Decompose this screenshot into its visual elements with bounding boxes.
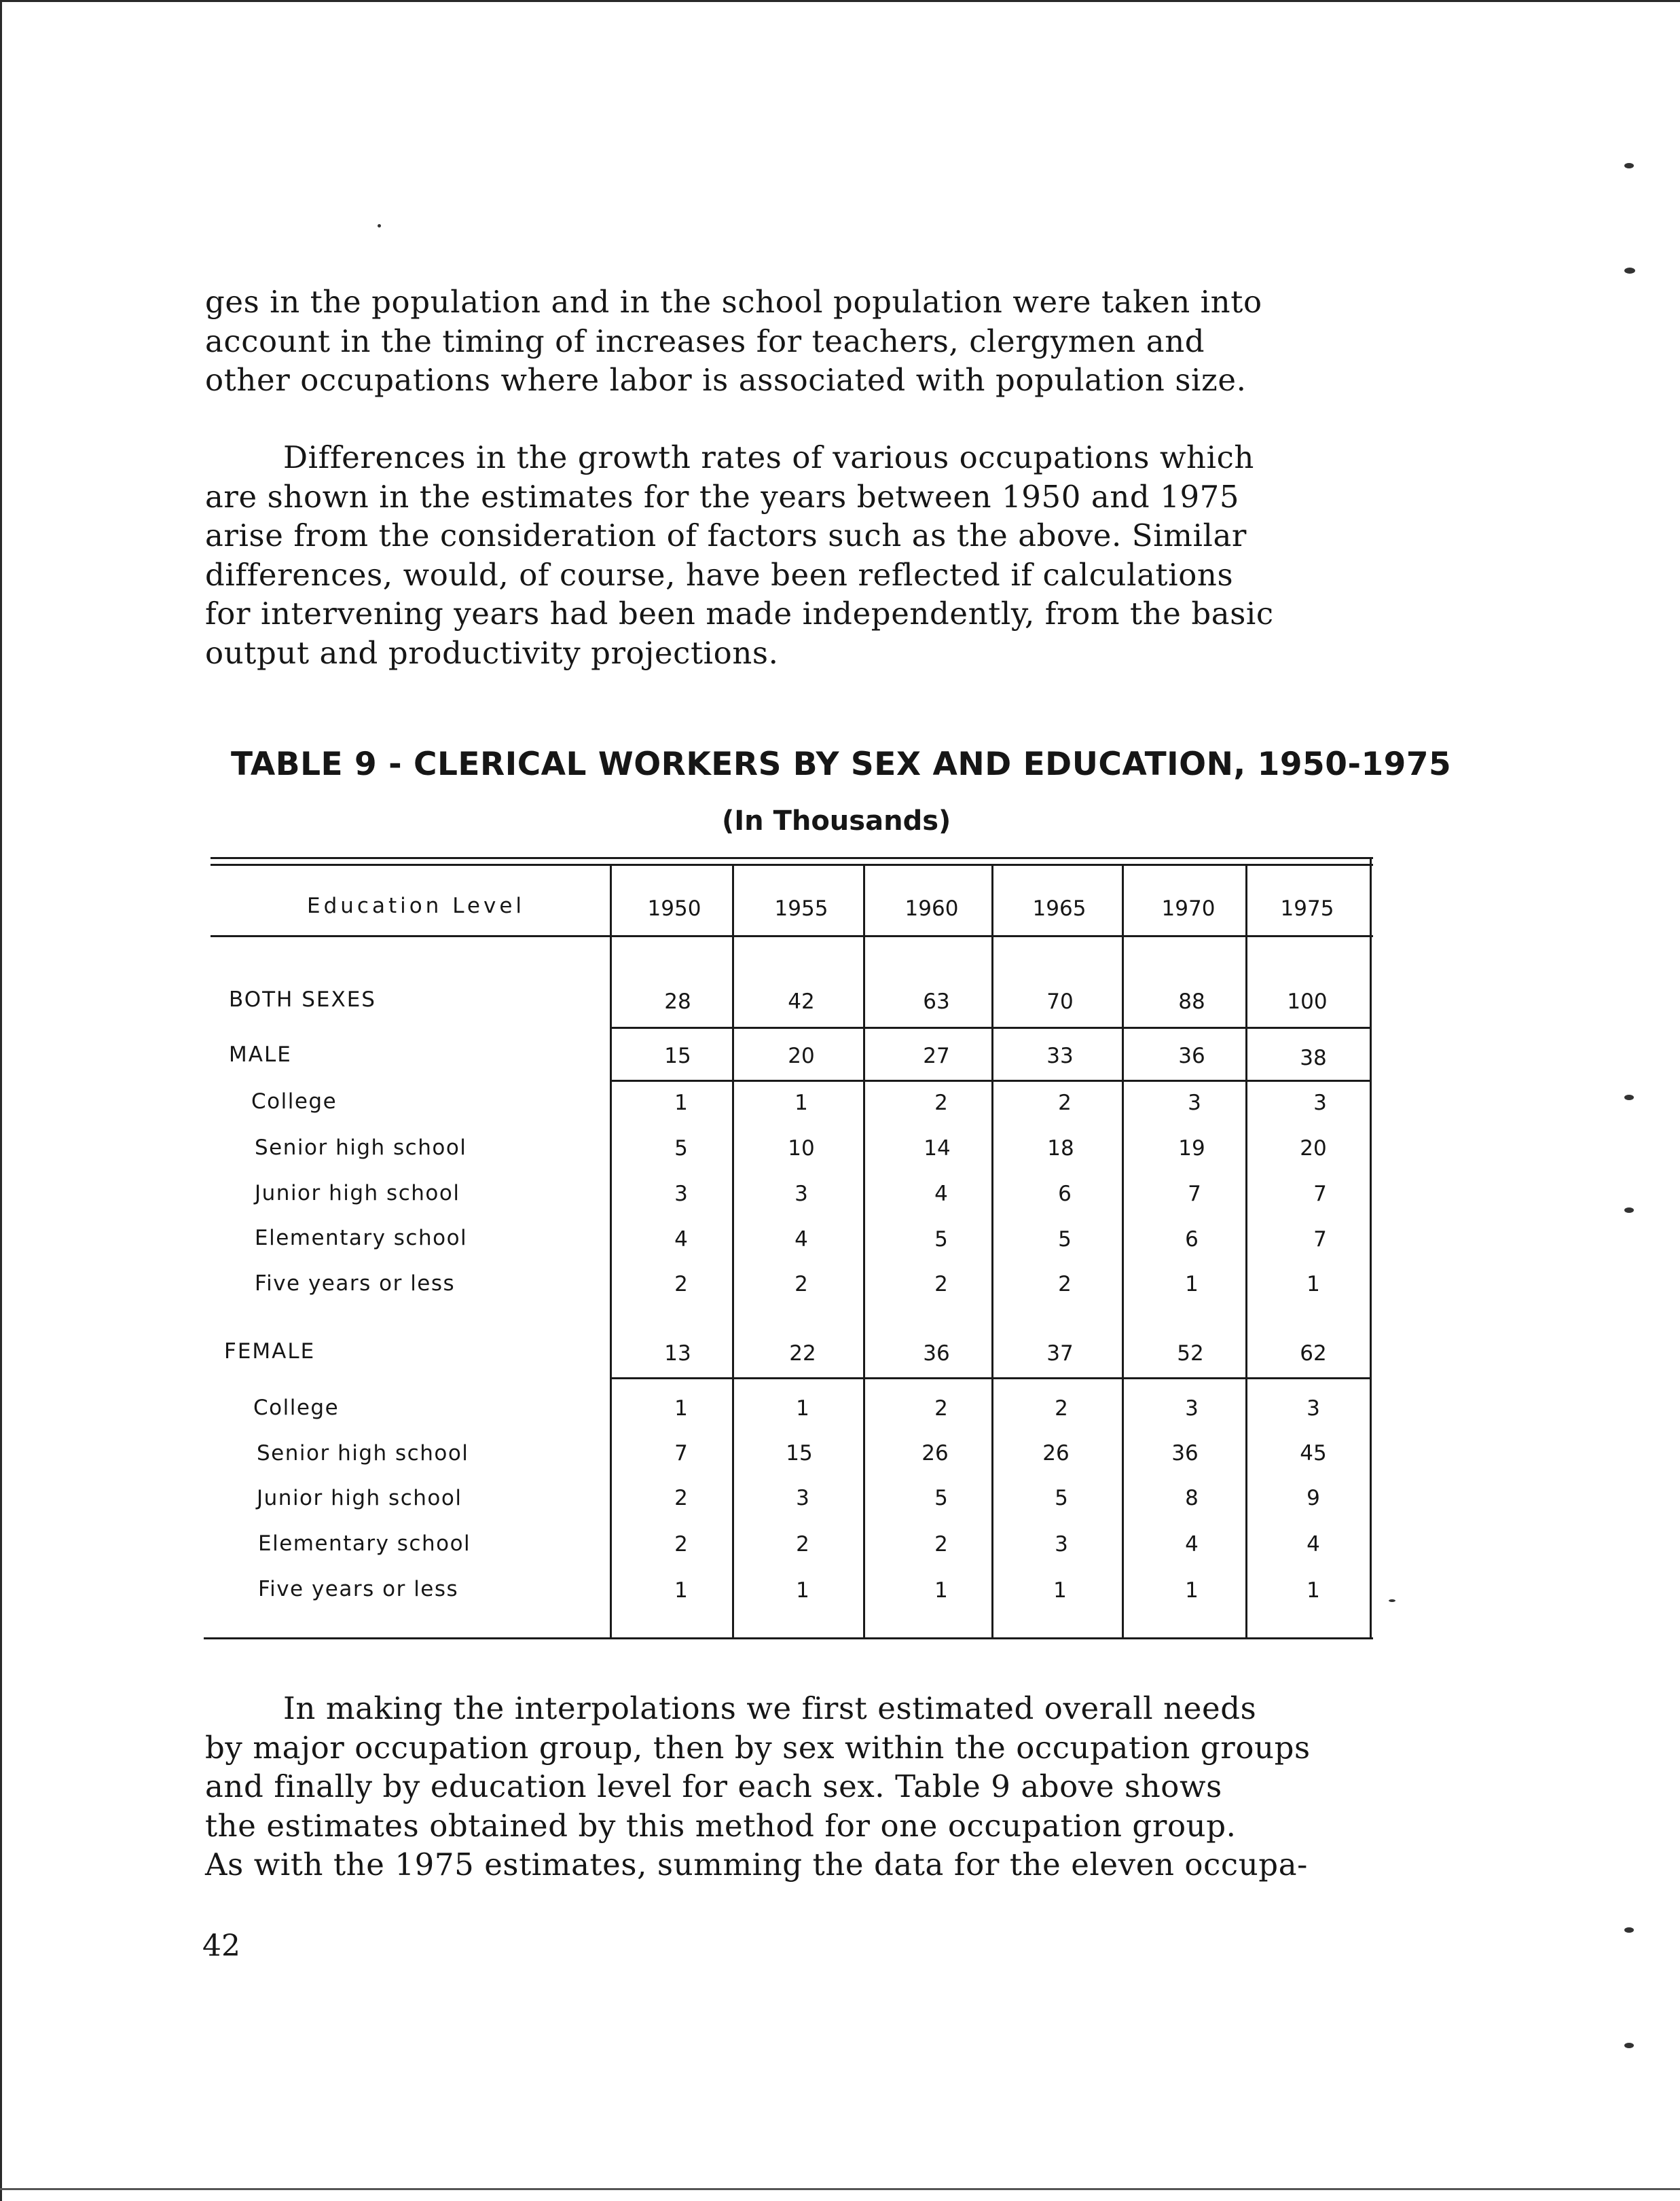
table-cell: 1 [795,1091,808,1115]
table-cell: 3 [1188,1091,1201,1115]
table-cell: 37 [1046,1341,1074,1366]
table-column-divider [732,865,734,1638]
table-cell: 18 [1047,1136,1074,1161]
paragraph-line: other occupations where labor is associated with population size. [205,362,1247,398]
column-header-year: 1970 [1161,896,1216,921]
row-label: Elementary school [255,1226,468,1250]
table-cell: 27 [923,1044,950,1068]
table-column-divider [1122,865,1124,1638]
table-cell: 4 [674,1227,688,1252]
table-cell: 22 [789,1341,816,1366]
paragraph-line: ges in the population and in the school population were taken into [205,284,1262,320]
table-cell: 4 [795,1227,808,1252]
table-cell: 2 [1058,1091,1072,1115]
table-cell: 36 [923,1341,950,1366]
page-border-top [0,0,1680,2]
table-header-rule [211,935,1373,937]
column-header-education-level: Education Level [307,894,526,918]
scan-speck [378,224,381,228]
scan-speck [1624,2043,1634,2048]
table-column-divider [610,865,612,1638]
row-label: College [253,1396,340,1420]
table-cell: 38 [1300,1046,1327,1070]
table-cell: 7 [674,1441,688,1466]
table-cell: 14 [924,1136,951,1161]
table-cell: 5 [674,1136,688,1161]
table-cell: 45 [1300,1441,1327,1466]
table-cell: 3 [1055,1532,1068,1557]
paragraph-line: and finally by education level for each sex. Table 9 above shows [205,1768,1222,1804]
row-label: Junior high school [257,1486,462,1510]
paragraph-line: account in the timing of increases for teachers, clergymen and [205,323,1205,359]
paragraph-line: the estimates obtained by this method for one occupation group. [205,1807,1237,1844]
row-label: Five years or less [255,1271,456,1296]
table-cell: 19 [1178,1136,1205,1161]
row-label: Senior high school [257,1441,469,1466]
column-header-year: 1955 [774,896,828,921]
table-cell: 1 [796,1578,809,1603]
table-cell: 2 [796,1532,809,1557]
paragraph-line: for intervening years had been made independently, from the basic [205,596,1274,632]
row-label: MALE [229,1042,292,1067]
table-cell: 2 [674,1532,688,1557]
table-cell: 5 [1055,1486,1068,1510]
paragraph-line: by major occupation group, then by sex within the occupation groups [205,1729,1311,1766]
table-section-rule [611,1377,1372,1379]
column-header-year: 1960 [905,896,959,921]
table-section-rule [611,1027,1372,1029]
table-cell: 20 [788,1044,815,1068]
paragraph-growth-rates [205,438,1373,672]
table-cell: 9 [1307,1486,1320,1510]
table-cell: 2 [1055,1396,1068,1421]
table-title: TABLE 9 - CLERICAL WORKERS BY SEX AND EDUCATION, 1950-1975 [231,746,1452,783]
row-label: College [251,1089,337,1114]
table-cell: 70 [1046,989,1074,1014]
table-cell: 42 [788,989,815,1014]
table-cell: 6 [1185,1227,1199,1252]
paragraph-line: arise from the consideration of factors such as the above. Similar [205,517,1247,553]
table-cell: 3 [795,1182,808,1206]
table-cell: 63 [923,989,950,1014]
row-label: Elementary school [258,1531,471,1556]
table-column-divider [1370,857,1372,1638]
table-cell: 2 [934,1091,948,1115]
column-header-year: 1965 [1032,896,1086,921]
table-cell: 5 [934,1227,948,1252]
scan-speck [1624,1207,1634,1213]
table-cell: 7 [1313,1182,1327,1206]
paragraph-line: In making the interpolations we first estimated overall needs [283,1690,1257,1726]
table-cell: 4 [1307,1532,1320,1557]
row-label: FEMALE [224,1339,316,1364]
table-cell: 1 [674,1396,688,1421]
paragraph-line: Differences in the growth rates of various occupations which [283,439,1255,475]
paragraph-interpolations [205,1689,1373,1885]
table-cell: 1 [1307,1578,1320,1603]
table-section-rule [611,1080,1372,1082]
table-cell: 26 [921,1441,949,1466]
table-cell: 52 [1177,1341,1204,1366]
row-label: BOTH SEXES [229,987,376,1012]
table-cell: 28 [664,989,691,1014]
table-cell: 2 [674,1486,688,1510]
page-border-bottom [0,2188,1680,2190]
table-cell: 3 [1313,1091,1327,1115]
page-number: 42 [202,1929,240,1963]
table-column-divider [1245,865,1247,1638]
table-cell: 15 [786,1441,813,1466]
table-cell: 20 [1300,1136,1327,1161]
table-cell: 26 [1042,1441,1070,1466]
table-cell: 6 [1058,1182,1072,1206]
table-cell: 36 [1178,1044,1205,1068]
table-cell: 15 [664,1044,691,1068]
table-top-rule [211,857,1373,859]
paragraph-line: output and productivity projections. [205,634,779,671]
table-cell: 5 [934,1486,948,1510]
table-cell: 2 [934,1272,948,1296]
table-cell: 1 [1185,1272,1199,1296]
scan-speck [1624,163,1634,168]
table-cell: 88 [1178,989,1205,1014]
table-cell: 3 [796,1486,809,1510]
table-cell: 7 [1313,1227,1327,1252]
table-cell: 1 [674,1091,688,1115]
table-cell: 3 [674,1182,688,1206]
row-label: Senior high school [255,1135,467,1160]
scan-speck [1624,1927,1634,1933]
scan-speck [1624,268,1635,274]
table-subtitle: (In Thousands) [722,805,951,837]
table-cell: 33 [1046,1044,1074,1068]
table-cell: 5 [1058,1227,1072,1252]
table-cell: 3 [1307,1396,1320,1421]
table-cell: 13 [664,1341,691,1366]
table-column-divider [863,865,865,1638]
table-cell: 4 [934,1182,948,1206]
table-cell: 1 [674,1578,688,1603]
table-cell: 2 [1058,1272,1072,1296]
table-cell: 62 [1300,1341,1327,1366]
table-cell: 4 [1185,1532,1199,1557]
table-cell: 7 [1188,1182,1201,1206]
table-cell: 8 [1185,1486,1199,1510]
scan-speck [1624,1095,1634,1100]
page-border-left [0,0,2,2201]
table-cell: 1 [1053,1578,1067,1603]
table-cell: 100 [1287,989,1328,1014]
scan-speck [1389,1599,1395,1602]
table-cell: 1 [1307,1272,1320,1296]
table-cell: 3 [1185,1396,1199,1421]
row-label: Junior high school [255,1181,460,1205]
paragraph-line: differences, would, of course, have been reflected if calculations [205,556,1234,593]
table-cell: 1 [934,1578,948,1603]
table-cell: 1 [1185,1578,1199,1603]
table-cell: 1 [796,1396,809,1421]
row-label: Five years or less [258,1577,459,1601]
table-top-rule-inner [211,864,1373,866]
table-cell: 36 [1171,1441,1199,1466]
column-header-year: 1975 [1280,896,1334,921]
table-cell: 2 [934,1532,948,1557]
table-cell: 2 [674,1272,688,1296]
table-cell: 10 [788,1136,815,1161]
column-header-year: 1950 [647,896,701,921]
table-cell: 2 [934,1396,948,1421]
paragraph-line: are shown in the estimates for the years between 1950 and 1975 [205,478,1240,515]
table-bottom-rule [204,1637,1373,1639]
paragraph-line: As with the 1975 estimates, summing the data for the eleven occupa- [205,1847,1308,1882]
table-cell: 2 [795,1272,808,1296]
table-column-divider [991,865,993,1638]
paragraph-continuation [205,283,1373,400]
